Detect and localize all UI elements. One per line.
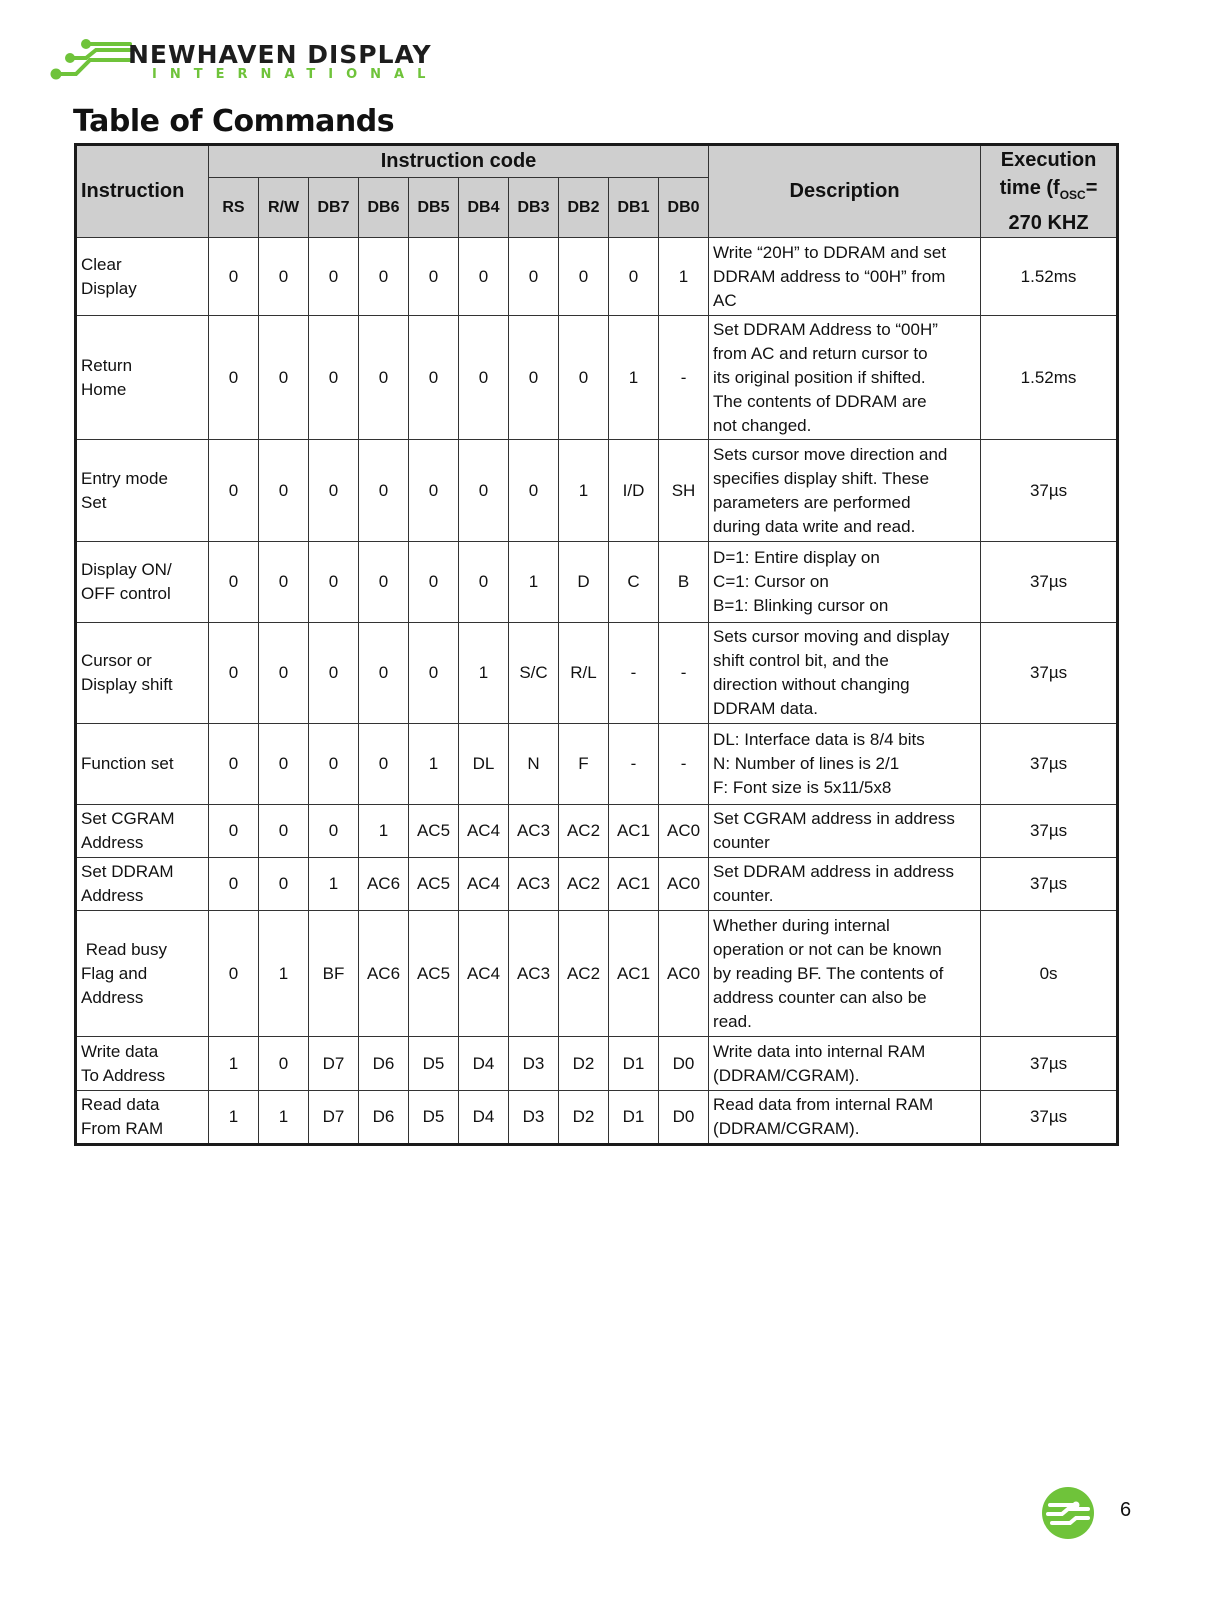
bit-cell: 0 <box>209 440 259 542</box>
execution-time-cell: 37µs <box>981 858 1118 911</box>
execution-time-cell: 37µs <box>981 805 1118 858</box>
bit-cell: 0 <box>359 238 409 316</box>
bit-cell: 0 <box>559 316 609 440</box>
page-title: Table of Commands <box>73 104 395 139</box>
description-line: DDRAM address to “00H” from <box>713 266 946 286</box>
description-line: shift control bit, and the <box>713 651 889 670</box>
description-line: The contents of DDRAM are <box>713 391 927 411</box>
instruction-line: Read data <box>81 1095 160 1114</box>
description-line: F: Font size is 5x11/5x8 <box>713 778 892 797</box>
bit-cell: 0 <box>309 724 359 805</box>
table-row <box>76 858 1118 911</box>
bit-cell: AC3 <box>509 911 559 1037</box>
bit-cell: 0 <box>309 805 359 858</box>
commands-table-body <box>76 238 1118 1145</box>
instruction-name <box>76 316 209 440</box>
description-line: N: Number of lines is 2/1 <box>713 754 900 773</box>
description-line: (DDRAM/CGRAM). <box>713 1065 860 1085</box>
description-line: operation or not can be known <box>713 939 942 959</box>
bit-cell: 0 <box>209 724 259 805</box>
footer-logo-icon <box>1040 1485 1096 1541</box>
instruction-line: Display ON/ <box>81 560 172 579</box>
description-line: counter. <box>713 886 774 905</box>
bit-cell: 0 <box>459 316 509 440</box>
description-line: Read data from internal RAM <box>713 1095 934 1114</box>
description-cell <box>709 858 981 911</box>
description-line: Set DDRAM address in address <box>713 862 954 881</box>
instruction-name <box>76 238 209 316</box>
description-line: its original position if shifted. <box>713 367 926 387</box>
description-cell <box>709 623 981 724</box>
bit-cell: DL <box>459 724 509 805</box>
bit-cell: 0 <box>459 542 509 623</box>
bit-cell: N <box>509 724 559 805</box>
bit-cell: D0 <box>659 1037 709 1091</box>
header-description: Description <box>709 145 981 238</box>
header-bit: DB1 <box>609 178 659 238</box>
bit-cell: R/L <box>559 623 609 724</box>
instruction-line: Set <box>81 492 107 512</box>
bit-cell: D2 <box>559 1037 609 1091</box>
bit-cell: D4 <box>459 1037 509 1091</box>
instruction-line: To Address <box>81 1065 166 1085</box>
bit-cell: - <box>659 724 709 805</box>
bit-cell: - <box>609 623 659 724</box>
description-line: Sets cursor moving and display <box>713 627 950 646</box>
execution-time-cell: 1.52ms <box>981 316 1118 440</box>
execution-time-cell: 0s <box>981 911 1118 1037</box>
description-line: Set CGRAM address in address <box>713 809 955 828</box>
bit-cell: D4 <box>459 1091 509 1145</box>
bit-cell: 0 <box>209 911 259 1037</box>
header-bit: R/W <box>259 178 309 238</box>
bit-cell: 0 <box>609 238 659 316</box>
description-line: from AC and return cursor to <box>713 343 928 363</box>
execution-time-cell: 1.52ms <box>981 238 1118 316</box>
bit-cell: AC3 <box>509 858 559 911</box>
bit-cell: D1 <box>609 1037 659 1091</box>
bit-cell: AC0 <box>659 805 709 858</box>
bit-cell: 0 <box>259 316 309 440</box>
instruction-line: Cursor or <box>81 651 152 670</box>
bit-cell: 1 <box>459 623 509 724</box>
bit-cell: 0 <box>259 1037 309 1091</box>
header-bit: DB5 <box>409 178 459 238</box>
execution-time-cell: 37µs <box>981 724 1118 805</box>
description-line: address counter can also be <box>713 987 927 1007</box>
bit-cell: 0 <box>309 316 359 440</box>
bit-cell: AC4 <box>459 805 509 858</box>
execution-time-cell: 37µs <box>981 440 1118 542</box>
description-line: Whether during internal <box>713 915 890 935</box>
bit-cell: 0 <box>409 623 459 724</box>
bit-cell: D <box>559 542 609 623</box>
table-row <box>76 911 1118 1037</box>
bit-cell: D2 <box>559 1091 609 1145</box>
bit-cell: AC1 <box>609 805 659 858</box>
description-cell <box>709 805 981 858</box>
instruction-line: Address <box>81 886 144 905</box>
bit-cell: D6 <box>359 1091 409 1145</box>
table-row <box>76 238 1118 316</box>
bit-cell: 1 <box>209 1037 259 1091</box>
bit-cell: AC5 <box>409 805 459 858</box>
bit-cell: 0 <box>409 542 459 623</box>
table-row <box>76 724 1118 805</box>
bit-cell: I/D <box>609 440 659 542</box>
instruction-line: From RAM <box>81 1119 164 1138</box>
description-cell <box>709 316 981 440</box>
bit-cell: D6 <box>359 1037 409 1091</box>
bit-cell: 0 <box>409 316 459 440</box>
bit-cell: D7 <box>309 1091 359 1145</box>
description-line: AC <box>713 290 737 310</box>
bit-cell: 0 <box>359 316 409 440</box>
brand-name: NEWHAVEN DISPLAY <box>128 40 432 69</box>
bit-cell: 0 <box>209 858 259 911</box>
bit-cell: 1 <box>509 542 559 623</box>
bit-cell: AC6 <box>359 911 409 1037</box>
bit-cell: 1 <box>309 858 359 911</box>
instruction-line: Return <box>81 355 133 375</box>
description-cell <box>709 724 981 805</box>
description-line: direction without changing <box>713 675 910 694</box>
bit-cell: 0 <box>459 238 509 316</box>
bit-cell: C <box>609 542 659 623</box>
bit-cell: BF <box>309 911 359 1037</box>
instruction-line: Address <box>81 987 144 1007</box>
execution-time-cell: 37µs <box>981 1091 1118 1145</box>
instruction-line: Read busy <box>81 939 167 959</box>
instruction-line: Display shift <box>81 675 173 694</box>
bit-cell: 1 <box>659 238 709 316</box>
bit-cell: AC2 <box>559 911 609 1037</box>
bit-cell: 0 <box>359 440 409 542</box>
instruction-name <box>76 1091 209 1145</box>
bit-cell: - <box>659 316 709 440</box>
description-line: C=1: Cursor on <box>713 572 829 591</box>
description-line: B=1: Blinking cursor on <box>713 596 889 615</box>
page-number: 6 <box>1120 1499 1132 1521</box>
commands-table <box>74 143 1119 1146</box>
header-bit: RS <box>209 178 259 238</box>
bit-cell: 1 <box>209 1091 259 1145</box>
description-line: Write data into internal RAM <box>713 1041 926 1061</box>
bit-cell: 0 <box>259 623 309 724</box>
bit-cell: 1 <box>259 1091 309 1145</box>
instruction-line: OFF control <box>81 584 171 603</box>
bit-cell: 0 <box>259 542 309 623</box>
bit-cell: D7 <box>309 1037 359 1091</box>
execution-time-cell: 37µs <box>981 623 1118 724</box>
header-bit: DB2 <box>559 178 609 238</box>
bit-cell: 0 <box>259 724 309 805</box>
bit-cell: D5 <box>409 1037 459 1091</box>
bit-cell: - <box>659 623 709 724</box>
instruction-line: Home <box>81 379 127 399</box>
bit-cell: 0 <box>259 238 309 316</box>
bit-cell: 0 <box>209 623 259 724</box>
description-line: specifies display shift. These <box>713 468 930 488</box>
bit-cell: 0 <box>309 238 359 316</box>
description-cell <box>709 238 981 316</box>
bit-cell: AC4 <box>459 911 509 1037</box>
description-line: not changed. <box>713 415 812 435</box>
bit-cell: 0 <box>259 440 309 542</box>
bit-cell: AC4 <box>459 858 509 911</box>
bit-cell: AC5 <box>409 858 459 911</box>
bit-cell: 1 <box>559 440 609 542</box>
instruction-line: Set CGRAM <box>81 809 175 828</box>
instruction-name <box>76 623 209 724</box>
description-line: by reading BF. The contents of <box>713 963 944 983</box>
bit-cell: 0 <box>309 542 359 623</box>
bit-cell: AC1 <box>609 858 659 911</box>
description-line: counter <box>713 833 770 852</box>
description-line: Sets cursor move direction and <box>713 444 948 464</box>
description-line: Set DDRAM Address to “00H” <box>713 319 938 339</box>
bit-cell: S/C <box>509 623 559 724</box>
bit-cell: 0 <box>209 316 259 440</box>
header-exec-line1: Execution <box>1000 149 1097 171</box>
header-bit: DB6 <box>359 178 409 238</box>
description-cell <box>709 911 981 1037</box>
header-instruction-code: Instruction code <box>209 145 709 178</box>
table-row <box>76 623 1118 724</box>
table-row <box>76 1037 1118 1091</box>
circuit-logo-icon <box>46 34 136 90</box>
instruction-line: Set DDRAM <box>81 862 174 881</box>
instruction-line: Function set <box>81 754 174 773</box>
description-line: parameters are performed <box>713 492 911 512</box>
header-bit: DB7 <box>309 178 359 238</box>
table-row <box>76 1091 1118 1145</box>
header-instruction: Instruction <box>76 145 209 238</box>
brand-subtitle: INTERNATIONAL <box>152 67 439 82</box>
bit-cell: B <box>659 542 709 623</box>
bit-cell: D1 <box>609 1091 659 1145</box>
bit-cell: 0 <box>559 238 609 316</box>
bit-cell: AC5 <box>409 911 459 1037</box>
header-execution-time <box>981 145 1118 238</box>
description-cell <box>709 542 981 623</box>
bit-cell: AC3 <box>509 805 559 858</box>
bit-cell: 0 <box>359 623 409 724</box>
description-line: (DDRAM/CGRAM). <box>713 1119 860 1138</box>
instruction-name <box>76 858 209 911</box>
instruction-name <box>76 440 209 542</box>
description-line: Write “20H” to DDRAM and set <box>713 242 947 262</box>
execution-time-cell: 37µs <box>981 542 1118 623</box>
bit-cell: 0 <box>459 440 509 542</box>
bit-cell: SH <box>659 440 709 542</box>
bit-cell: AC0 <box>659 911 709 1037</box>
description-line: DDRAM data. <box>713 699 818 718</box>
instruction-name <box>76 1037 209 1091</box>
bit-cell: 0 <box>209 805 259 858</box>
table-row <box>76 542 1118 623</box>
bit-cell: 0 <box>409 238 459 316</box>
bit-cell: 1 <box>359 805 409 858</box>
company-logo <box>46 34 446 90</box>
bit-cell: 0 <box>509 440 559 542</box>
instruction-name <box>76 724 209 805</box>
header-exec-line2-pre: time (f <box>999 177 1060 199</box>
bit-cell: AC2 <box>559 858 609 911</box>
bit-cell: 0 <box>259 805 309 858</box>
bit-cell: 0 <box>359 542 409 623</box>
table-row <box>76 805 1118 858</box>
bit-cell: 0 <box>259 858 309 911</box>
header-bit: DB4 <box>459 178 509 238</box>
bit-cell: D3 <box>509 1037 559 1091</box>
instruction-line: Flag and <box>81 963 148 983</box>
instruction-line: Clear <box>81 254 122 274</box>
header-exec-sub: OSC <box>1059 188 1086 202</box>
bit-cell: AC2 <box>559 805 609 858</box>
description-cell <box>709 1037 981 1091</box>
instruction-line: Address <box>81 833 144 852</box>
bit-cell: AC6 <box>359 858 409 911</box>
description-line: read. <box>713 1011 752 1031</box>
bit-cell: 0 <box>509 316 559 440</box>
bit-cell: 1 <box>609 316 659 440</box>
description-line: D=1: Entire display on <box>713 548 880 567</box>
bit-cell: 0 <box>509 238 559 316</box>
instruction-name <box>76 805 209 858</box>
bit-cell: D3 <box>509 1091 559 1145</box>
instruction-name <box>76 911 209 1037</box>
bit-cell: D5 <box>409 1091 459 1145</box>
bit-cell: 0 <box>309 440 359 542</box>
table-row <box>76 440 1118 542</box>
instruction-line: Write data <box>81 1041 159 1061</box>
instruction-line: Entry mode <box>81 468 168 488</box>
description-cell <box>709 1091 981 1145</box>
bit-cell: 1 <box>409 724 459 805</box>
header-exec-line3: 270 KHZ <box>1008 212 1089 234</box>
execution-time-cell: 37µs <box>981 1037 1118 1091</box>
bit-cell: 1 <box>259 911 309 1037</box>
bit-cell: F <box>559 724 609 805</box>
bit-cell: AC0 <box>659 858 709 911</box>
bit-cell: - <box>609 724 659 805</box>
description-cell <box>709 440 981 542</box>
table-row <box>76 316 1118 440</box>
header-bit: DB0 <box>659 178 709 238</box>
description-line: DL: Interface data is 8/4 bits <box>713 730 925 749</box>
bit-cell: 0 <box>309 623 359 724</box>
bit-cell: 0 <box>409 440 459 542</box>
header-bit: DB3 <box>509 178 559 238</box>
description-line: during data write and read. <box>713 516 916 536</box>
instruction-line: Display <box>81 278 137 298</box>
bit-cell: 0 <box>359 724 409 805</box>
bit-cell: D0 <box>659 1091 709 1145</box>
bit-cell: AC1 <box>609 911 659 1037</box>
instruction-name <box>76 542 209 623</box>
header-exec-line2-post: = <box>1085 177 1098 199</box>
bit-cell: 0 <box>209 238 259 316</box>
bit-cell: 0 <box>209 542 259 623</box>
